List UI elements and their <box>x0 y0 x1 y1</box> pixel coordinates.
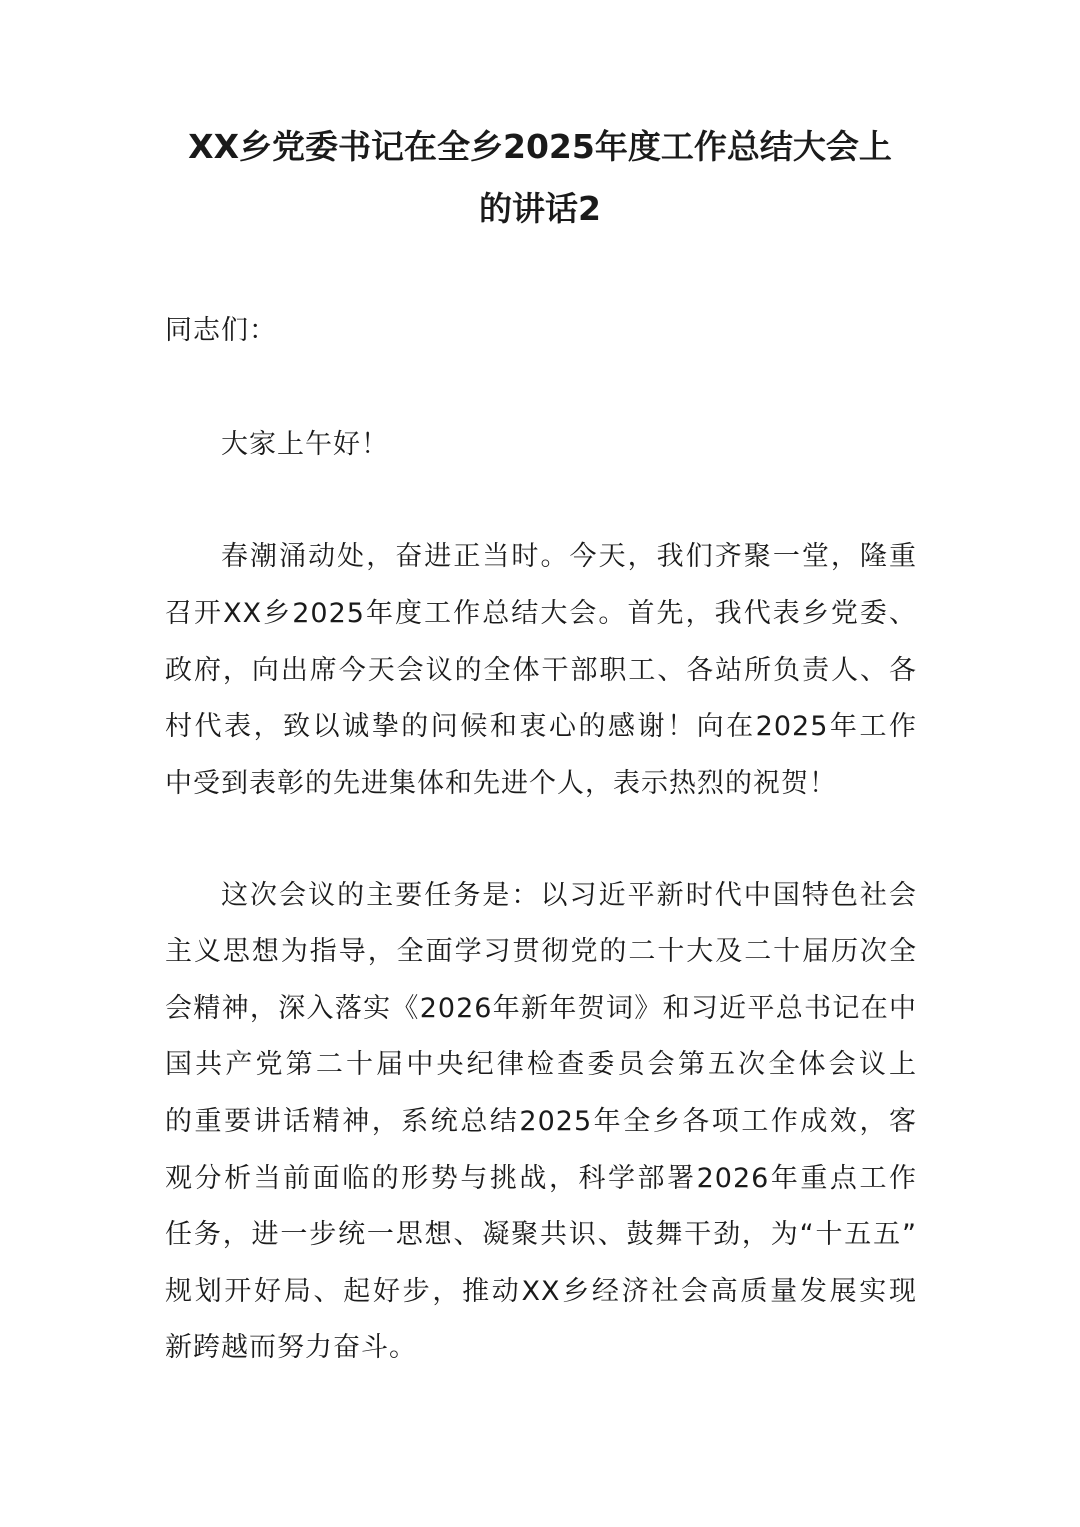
paragraph2-line-3: 会精神，深入落实《2026年新年贺词》和习近平总书记在中 <box>165 993 917 1024</box>
paragraph1-line-3: 政府，向出席今天会议的全体干部职工、各站所负责人、各 <box>165 655 917 686</box>
title-line-1: XX乡党委书记在全乡2025年度工作总结大会上 <box>188 127 892 166</box>
paragraph2-line-1: 这次会议的主要任务是：以习近平新时代中国特色社会 <box>221 880 917 911</box>
paragraph2-line-7: 任务，进一步统一思想、凝聚共识、鼓舞干劲，为“十五五” <box>165 1219 917 1250</box>
paragraph2-line-9: 新跨越而努力奋斗。 <box>165 1332 417 1363</box>
document-title <box>150 116 930 240</box>
paragraph1-line-5: 中受到表彰的先进集体和先进个人，表示热烈的祝贺！ <box>165 768 837 799</box>
paragraph2-line-8: 规划开好局、起好步，推动XX乡经济社会高质量发展实现 <box>165 1276 917 1307</box>
paragraph2-line-5: 的重要讲话精神，系统总结2025年全乡各项工作成效，客 <box>165 1106 917 1137</box>
paragraph1-line-1: 春潮涌动处，奋进正当时。今天，我们齐聚一堂，隆重 <box>221 541 917 572</box>
paragraph1-line-4: 村代表，致以诚挚的问候和衷心的感谢！向在2025年工作 <box>165 711 917 742</box>
paragraph1-line-2: 召开XX乡2025年度工作总结大会。首先，我代表乡党委、 <box>165 598 917 629</box>
greeting: 大家上午好！ <box>221 429 389 460</box>
paragraph2-line-6: 观分析当前面临的形势与挑战，科学部署2026年重点工作 <box>165 1163 917 1194</box>
paragraph2-line-2: 主义思想为指导，全面学习贯彻党的二十大及二十届历次全 <box>165 936 917 967</box>
salutation: 同志们： <box>165 315 277 346</box>
title-line-2: 的讲话2 <box>479 189 601 228</box>
paragraph2-line-4: 国共产党第二十届中央纪律检查委员会第五次全体会议上 <box>165 1049 917 1080</box>
